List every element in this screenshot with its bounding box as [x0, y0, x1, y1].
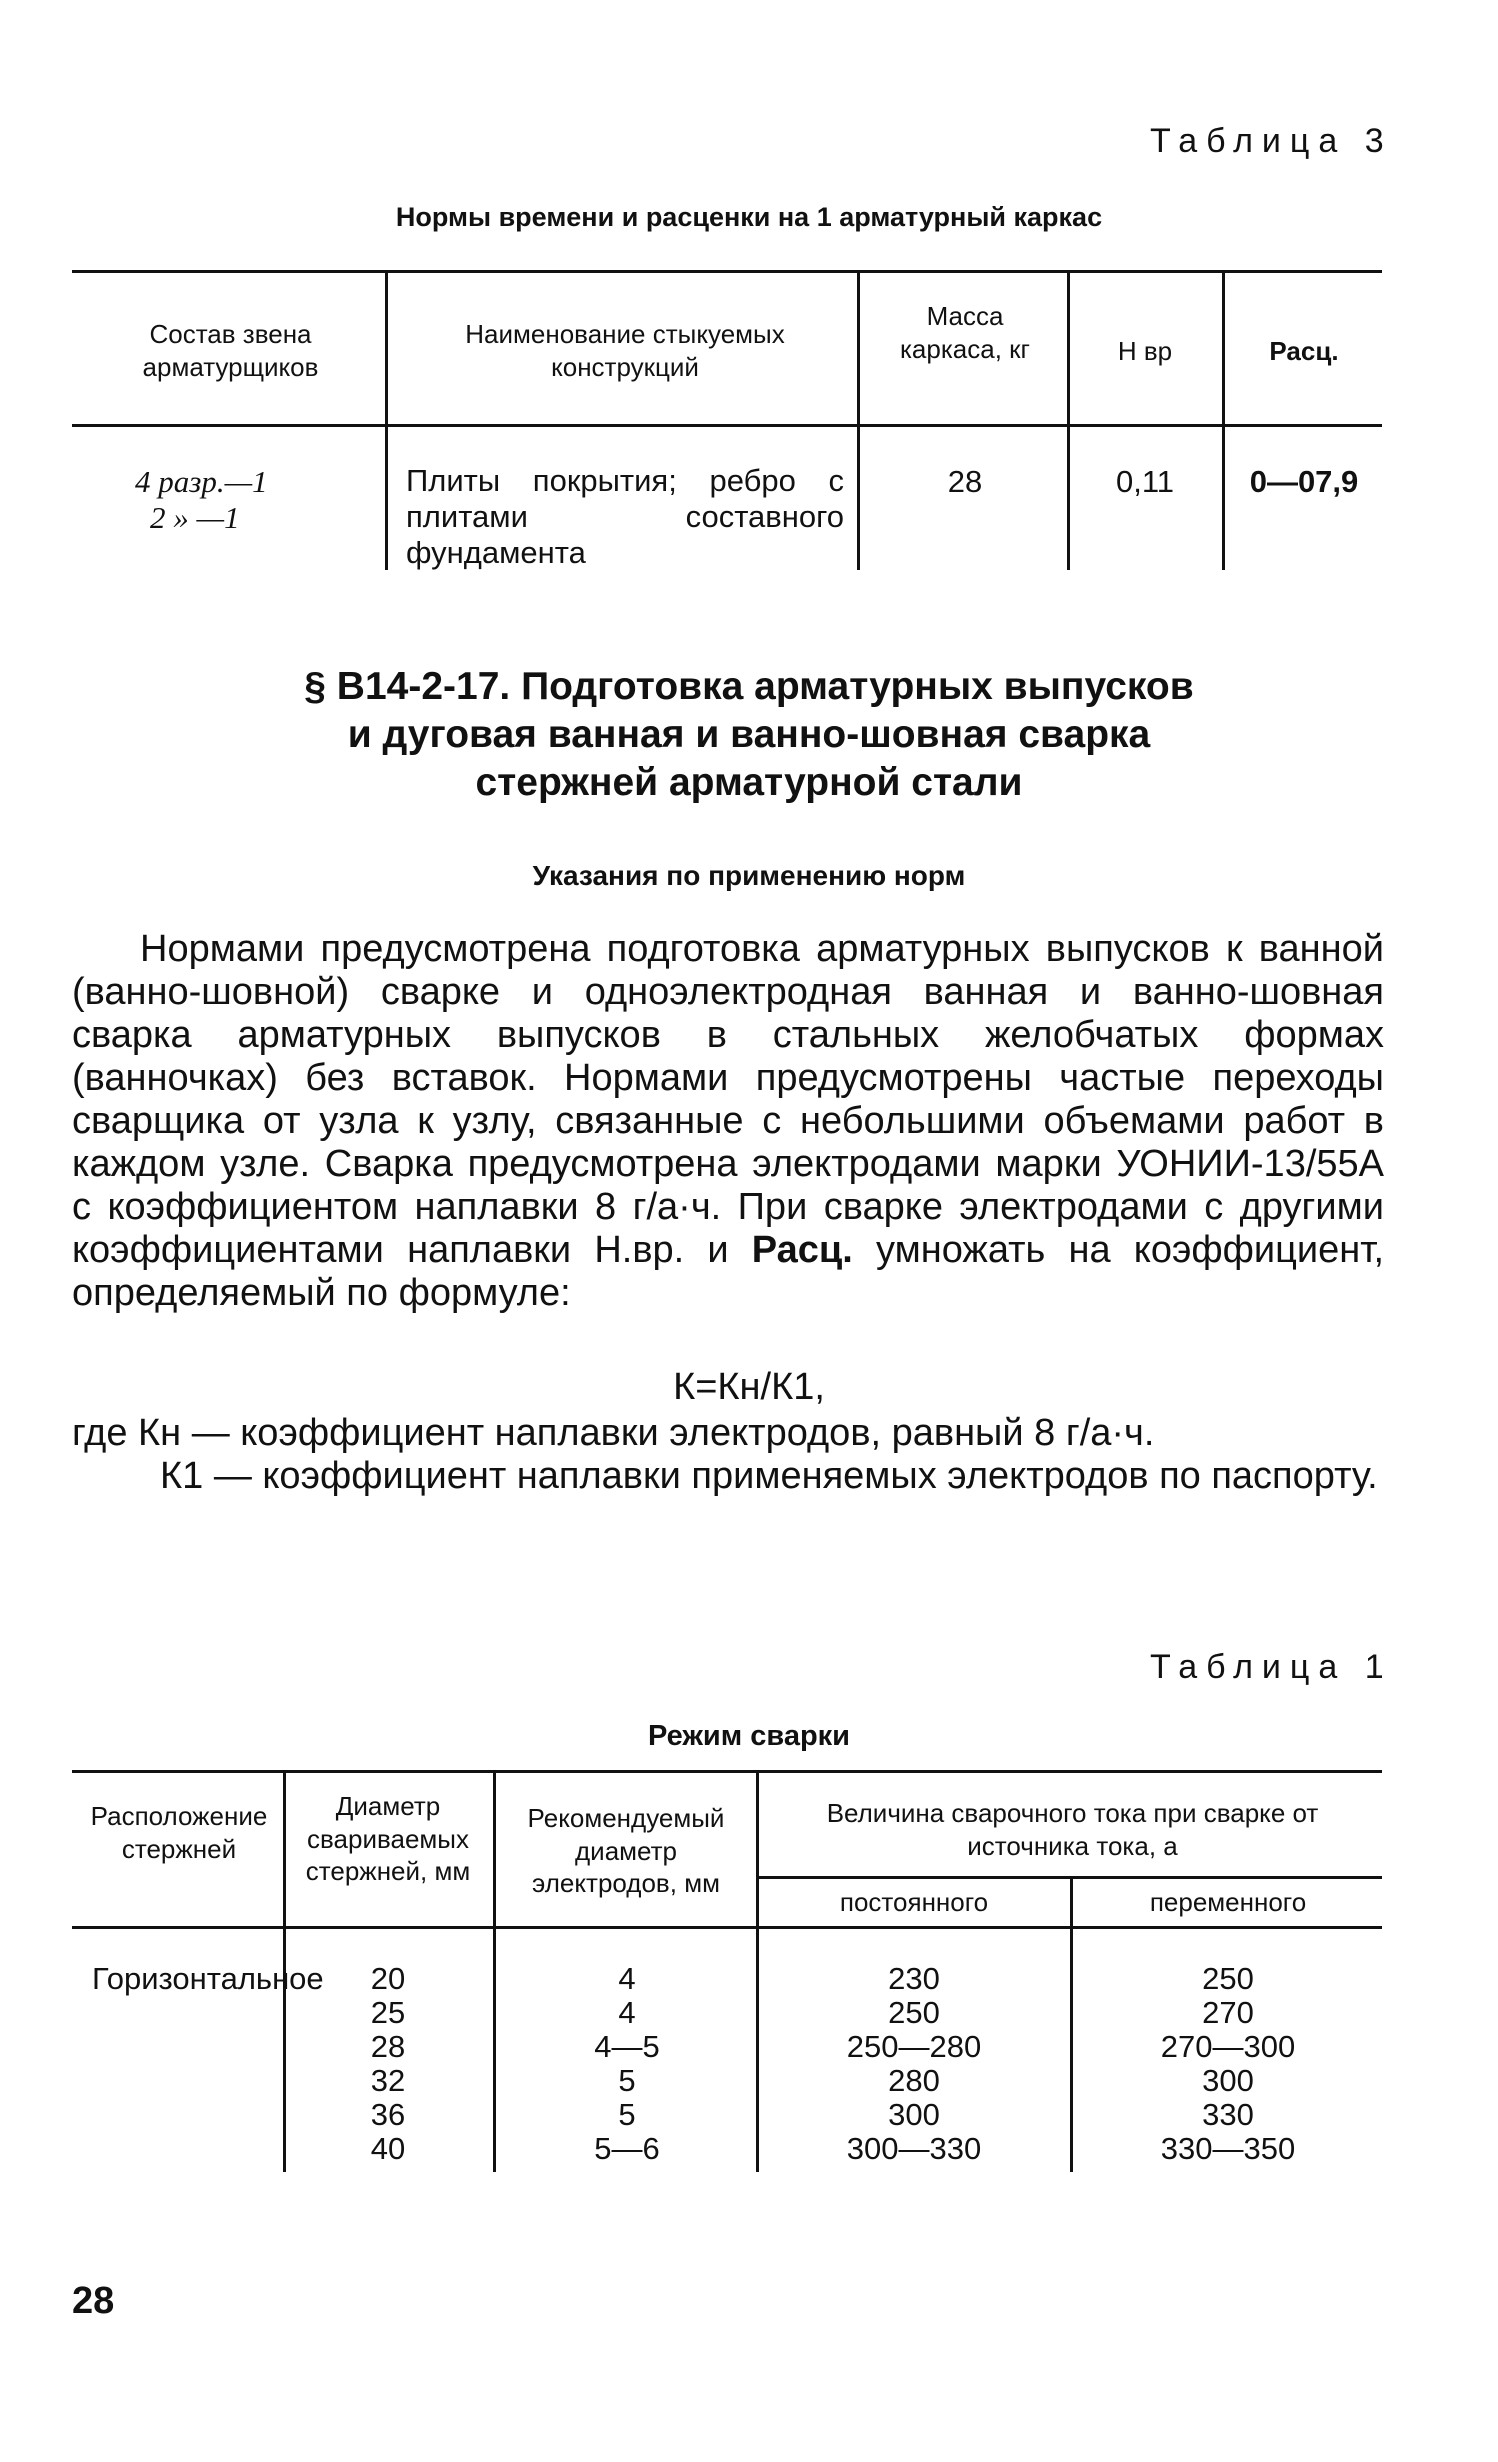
- table1-title: Режим сварки: [647, 1720, 851, 1752]
- table3-header-rule: [72, 424, 1382, 427]
- table1-cell-diameter: 36: [370, 2097, 406, 2132]
- table1-divider: [493, 1772, 496, 2172]
- table3-header-mass: Масса каркаса, кг: [899, 301, 1031, 364]
- table1-cell-electrode: 5—6: [594, 2131, 660, 2166]
- table1-cell-dc: 250—280: [846, 2029, 982, 2064]
- table1-cell-dc: 250: [888, 1995, 940, 2030]
- where-line2: К1 — коэффициент наплавки применяемых электродов по паспорту.: [160, 1455, 1378, 1497]
- table1-cell-electrode: 4: [618, 1995, 636, 2030]
- table1-cell-ac: 250: [1202, 1961, 1254, 1996]
- table3-construction: Плиты покрытия; ребро с плитами составного фундамента: [406, 463, 844, 570]
- table3-header-rate: Расц.: [1269, 336, 1339, 366]
- table1-divider: [1070, 1878, 1073, 2172]
- table3-divider: [1222, 272, 1225, 570]
- section-title-line1: § В14-2-17. Подготовка арматурных выпусков: [304, 665, 1194, 708]
- table1-top-rule: [72, 1770, 1382, 1773]
- table3-rate: 0—07,9: [1249, 464, 1359, 499]
- table3-header-crew: Состав звена арматурщиков: [142, 319, 319, 382]
- paragraph-and: и: [684, 1229, 752, 1271]
- table1-column-diameter: [288, 1962, 488, 2166]
- table1-column-ac: [1074, 1962, 1382, 2166]
- paragraph-text-end: умножать на коэффициент, определяемый по формуле:: [72, 1229, 1384, 1314]
- table1-cell-electrode: 4: [618, 1961, 636, 1996]
- table1-cell-dc: 300—330: [846, 2131, 982, 2166]
- table1-column-dc: [760, 1962, 1068, 2166]
- paragraph-nvr-term: Н.вр.: [594, 1229, 685, 1271]
- table3-title: Нормы времени и расценки на 1 арматурный каркас: [395, 202, 1103, 232]
- table3-crew-line2: 2 » —1: [150, 500, 240, 535]
- table1-cell-electrode: 5: [618, 2063, 636, 2098]
- where-line1: где Кн — коэффициент наплавки электродов, равный 8 г/а·ч.: [72, 1412, 1155, 1454]
- table1-column-electrode: [500, 1962, 754, 2166]
- table3-nvr: 0,11: [1115, 464, 1175, 499]
- table1-header-dc: постоянного: [839, 1887, 989, 1917]
- section-title-line2: и дуговая ванная и ванно-шовная сварка: [347, 713, 1151, 756]
- paragraph-text-start: Нормами предусмотрена подготовка арматурных выпусков к ванной (ванно-шовной) сварке и одноэлектродная ванная и ванно-шовная сварка арматурных выпусков в стальных желобчатых формах (ванночках) без вставок. Нормами предусмотрены частые переходы сварщика от узла к узлу, связанные с небольшими объемами работ в каждом узле. Сварка предусмотрена электродами марки УОНИИ-13/55А с коэффициентом наплавки 8 г/а·ч. При сварке электродами с другими коэффициентами наплавки: [72, 928, 1384, 1271]
- table3-mass: 28: [947, 464, 983, 499]
- table1-cell-electrode: 4—5: [594, 2029, 660, 2064]
- table1-header-electrode: Рекомендуемый диаметр электродов, мм: [527, 1803, 725, 1898]
- table1-cell-ac: 270: [1202, 1995, 1254, 2030]
- formula: К=Кн/К1,: [673, 1366, 825, 1408]
- table1-cell-ac: 300: [1202, 2063, 1254, 2098]
- table1-cell-dc: 280: [888, 2063, 940, 2098]
- table3-divider: [385, 272, 388, 570]
- table1-cell-electrode: 5: [618, 2097, 636, 2132]
- table1-divider: [756, 1772, 759, 2172]
- table1-header-rule: [72, 1926, 1382, 1929]
- section-subheading: Указания по применению норм: [532, 860, 966, 891]
- paragraph-rate-term: Расц.: [751, 1229, 853, 1271]
- table1-cell-diameter: 32: [370, 2063, 406, 2098]
- table1-cell-diameter: 20: [370, 1961, 406, 1996]
- table1-header-diameter: Диаметр свариваемых стержней, мм: [305, 1791, 471, 1886]
- table3-header-construction: Наименование стыкуемых конструкций: [465, 319, 785, 382]
- table3-top-rule: [72, 270, 1382, 273]
- section-paragraph: [72, 928, 1384, 1315]
- table1-cell-diameter: 25: [370, 1995, 406, 2030]
- table1-cell-dc: 300: [888, 2097, 940, 2132]
- table1-cell-ac: 330: [1202, 2097, 1254, 2132]
- table1-cell-ac: 270—300: [1160, 2029, 1296, 2064]
- page-number: 28: [72, 2280, 115, 2322]
- table1-header-position: Расположение стержней: [90, 1801, 268, 1864]
- table1-position-value: Горизонтальное: [92, 1961, 324, 1996]
- table1-label: Таблица 1: [1150, 1648, 1393, 1686]
- table3-crew-line1: 4 разр.—1: [135, 464, 268, 499]
- table1-cell-diameter: 28: [370, 2029, 406, 2064]
- table1-header-current: Величина сварочного тока при сварке от источника тока, а: [826, 1798, 1319, 1861]
- table3-divider: [857, 272, 860, 570]
- table1-cell-dc: 230: [888, 1961, 940, 1996]
- table3-divider: [1067, 272, 1070, 570]
- table3-label: Таблица 3: [1150, 122, 1393, 160]
- table1-cell-ac: 330—350: [1160, 2131, 1296, 2166]
- table1-cell-diameter: 40: [370, 2131, 406, 2166]
- table1-header-ac: переменного: [1149, 1887, 1307, 1917]
- section-title-line3: стержней арматурной стали: [475, 761, 1023, 804]
- table3-header-nvr: Н вр: [1117, 336, 1173, 366]
